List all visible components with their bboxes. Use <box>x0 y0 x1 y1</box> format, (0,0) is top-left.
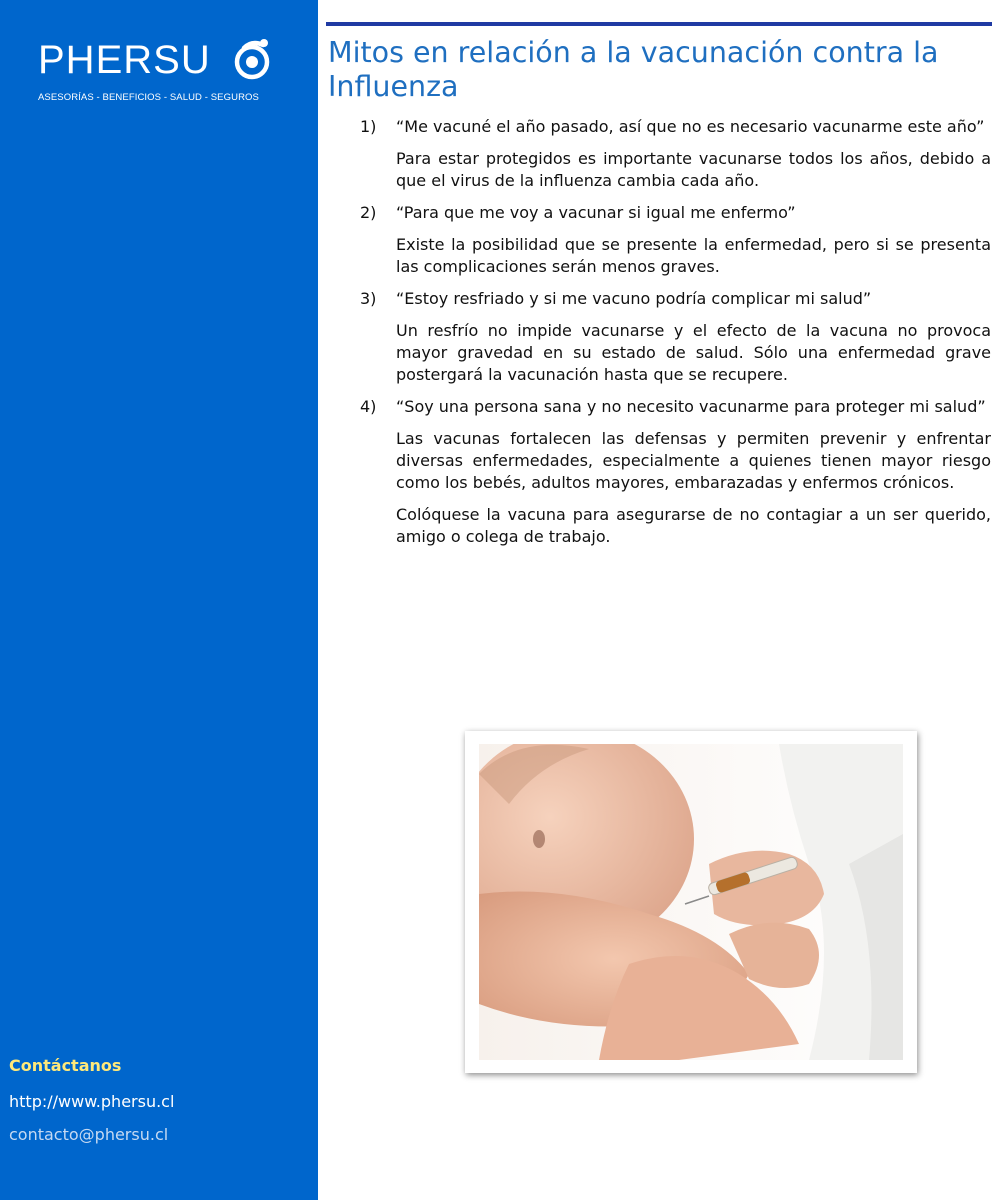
item-number: 1) <box>360 117 377 136</box>
contact-box <box>9 1055 174 1146</box>
myth-quote: “Para que me voy a vacunar si igual me enfermo” <box>396 203 796 222</box>
myth-answer: Para estar protegidos es importante vacunarse todos los años, debido a que el virus de la influenza cambia cada año. <box>396 149 991 190</box>
myths-list <box>360 116 991 556</box>
item-number: 2) <box>360 203 377 222</box>
item-number: 4) <box>360 397 377 416</box>
header-rule <box>326 22 992 26</box>
baby-vaccination-photo <box>479 744 903 1060</box>
brand-tagline: ASESORÍAS - BENEFICIOS - SALUD - SEGUROS <box>38 92 259 103</box>
item-number: 3) <box>360 289 377 308</box>
contact-title: Contáctanos <box>9 1056 122 1075</box>
myth-answer: Un resfrío no impide vacunarse y el efecto de la vacuna no provoca mayor gravedad en su estado de salud. Sólo una enfermedad grave postergará la vacunación hasta que se recupere. <box>396 321 991 384</box>
closing-note: Colóquese la vacuna para asegurarse de no contagiar a un ser querido, amigo o colega de trabajo. <box>396 505 991 546</box>
sidebar <box>0 0 318 1200</box>
list-item <box>360 396 991 548</box>
myth-quote: “Soy una persona sana y no necesito vacunarme para proteger mi salud” <box>396 397 986 416</box>
email-link[interactable]: contacto@phersu.cl <box>9 1125 169 1144</box>
list-item <box>360 116 991 192</box>
myth-answer: Las vacunas fortalecen las defensas y permiten prevenir y enfrentar diversas enfermedades, especialmente a quienes tienen mayor riesgo como los bebés, adultos mayores, embarazadas y enfermos crónicos. <box>396 429 991 492</box>
brand-name: PHERSU <box>38 38 211 82</box>
myth-quote: “Estoy resfriado y si me vacuno podría complicar mi salud” <box>396 289 872 308</box>
myth-answer: Existe la posibilidad que se presente la enfermedad, pero si se presenta las complicaciones serán menos graves. <box>396 235 991 276</box>
list-item <box>360 288 991 386</box>
website-link[interactable]: http://www.phersu.cl <box>9 1092 175 1111</box>
list-item <box>360 202 991 278</box>
photo-frame <box>465 731 917 1073</box>
myth-quote: “Me vacuné el año pasado, así que no es necesario vacunarme este año” <box>396 117 985 136</box>
brand-logo[interactable] <box>38 37 278 107</box>
page-title: Mitos en relación a la vacunación contra la Influenza <box>328 36 939 103</box>
stylized-circle-person-icon <box>230 37 274 81</box>
